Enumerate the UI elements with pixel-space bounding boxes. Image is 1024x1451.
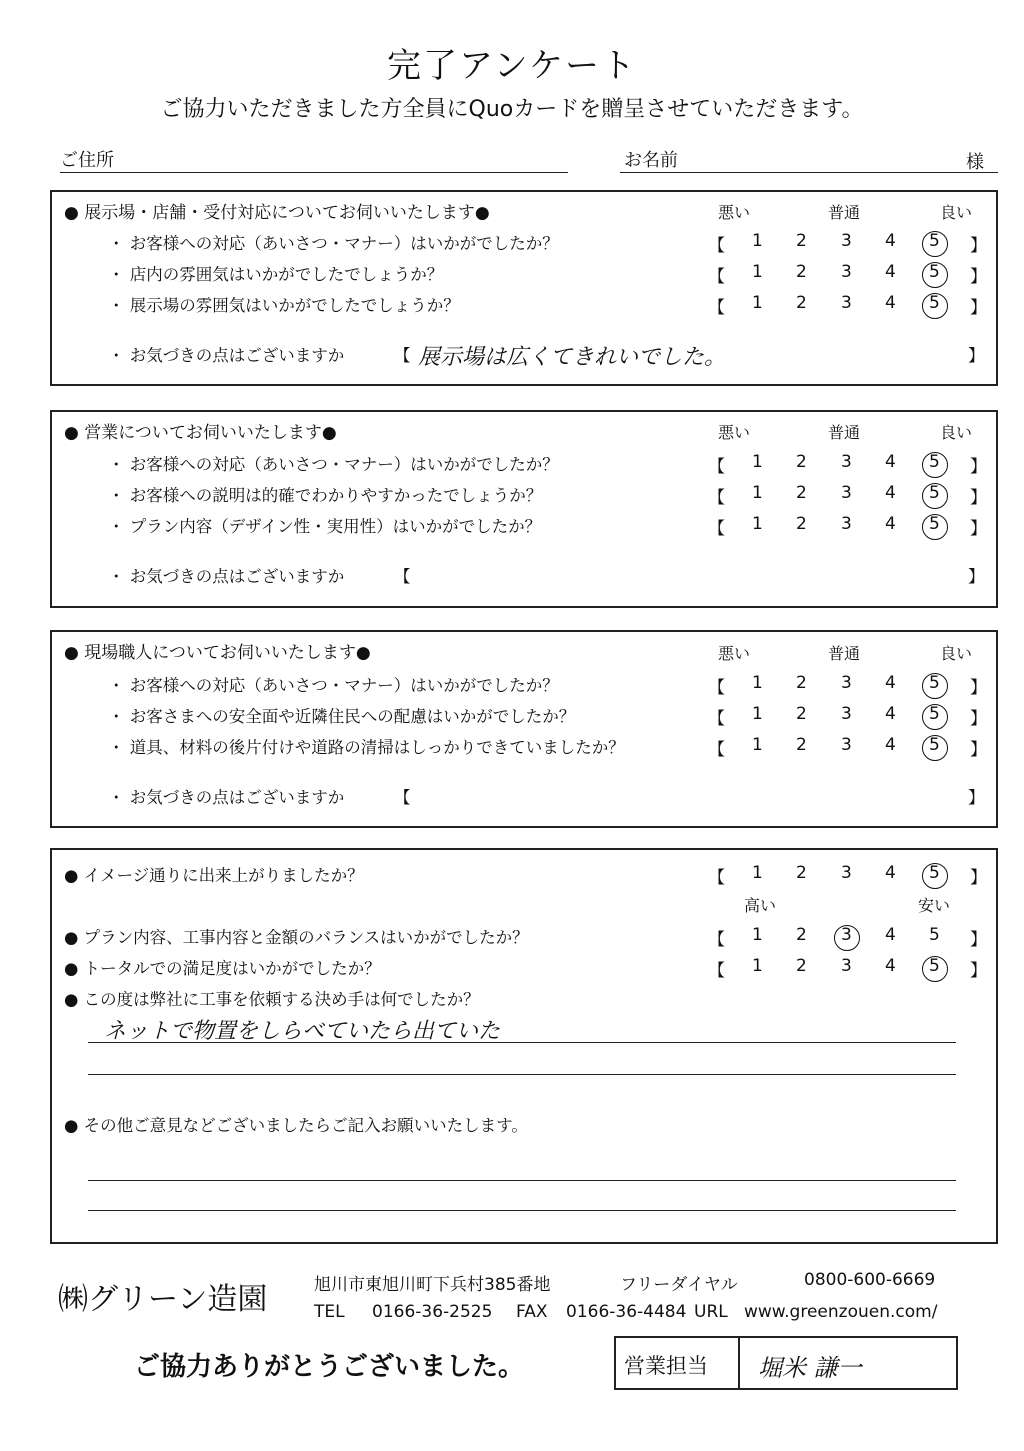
sales-q3: ・ プラン内容（デザイン性・実用性）はいかがでしたか？ — [108, 517, 542, 536]
selected-circle-mark — [922, 673, 948, 699]
rating-option-1[interactable]: 1 — [752, 293, 763, 313]
rating-option-2[interactable]: 2 — [796, 735, 807, 755]
selected-circle-mark — [922, 483, 948, 509]
showroom-comment-label: ・ お気づきの点はございますか — [108, 346, 345, 365]
rating-option-5[interactable]: 5 — [929, 956, 940, 976]
bracket-open: 【 — [708, 519, 725, 539]
staff-label: 営業担当 — [624, 1354, 708, 1378]
reason-line-1 — [88, 1042, 956, 1043]
selected-circle-mark — [922, 863, 948, 889]
rating-option-3[interactable]: 3 — [841, 483, 852, 503]
thanks-message: ご協力ありがとうございました。 — [134, 1352, 525, 1382]
craftsmen-q1: ・ お客様への対応（あいさつ・マナー）はいかがでしたか？ — [108, 676, 559, 695]
bracket-open: 【 — [708, 236, 725, 256]
address-label: ご住所 — [60, 150, 114, 171]
bracket-close: 】 — [970, 267, 987, 287]
showroom-q2: ・ 店内の雰囲気はいかがでしたでしょうか？ — [108, 265, 444, 284]
bracket-open: 【 — [708, 267, 725, 287]
rating-option-2[interactable]: 2 — [796, 483, 807, 503]
rating-option-4[interactable]: 4 — [885, 704, 896, 724]
bracket-open: 【 — [708, 457, 725, 477]
rating-option-4[interactable]: 4 — [885, 262, 896, 282]
scale-good: 良い — [940, 423, 973, 442]
bracket-close: 】 — [968, 346, 985, 365]
rating-option-3[interactable]: 3 — [841, 925, 852, 945]
rating-option-4[interactable]: 4 — [885, 452, 896, 472]
rating-option-4[interactable]: 4 — [885, 735, 896, 755]
rating-option-2[interactable]: 2 — [796, 704, 807, 724]
selected-circle-mark — [922, 452, 948, 478]
website-url[interactable]: www.greenzouen.com/ — [744, 1302, 938, 1322]
rating-option-1[interactable]: 1 — [752, 514, 763, 534]
rating-showroom-q3[interactable] — [708, 293, 987, 318]
scale-bad: 悪い — [718, 203, 751, 222]
rating-option-1[interactable]: 1 — [752, 735, 763, 755]
bracket-close: 】 — [968, 788, 985, 807]
rating-option-2[interactable]: 2 — [796, 673, 807, 693]
showroom-heading: ● 展示場・店舗・受付対応についてお伺いいたします● — [64, 203, 490, 223]
selected-circle-mark — [922, 262, 948, 288]
freedial-label: フリーダイヤル — [620, 1275, 738, 1295]
url-label: URL — [694, 1302, 728, 1322]
bracket-close: 】 — [968, 567, 985, 586]
rating-option-3[interactable]: 3 — [841, 735, 852, 755]
rating-option-4[interactable]: 4 — [885, 293, 896, 313]
scale-high: 高い — [744, 896, 777, 915]
rating-option-2[interactable]: 2 — [796, 863, 807, 883]
bracket-open: 【 — [708, 961, 725, 981]
rating-option-2[interactable]: 2 — [796, 231, 807, 251]
craftsmen-q2: ・ お客さまへの安全面や近隣住民への配慮はいかがでしたか？ — [108, 707, 576, 726]
rating-sales-q2[interactable] — [708, 483, 987, 508]
rating-option-1[interactable]: 1 — [752, 863, 763, 883]
rating-option-4[interactable]: 4 — [885, 483, 896, 503]
scale-cheap: 安い — [918, 896, 951, 915]
rating-option-2[interactable]: 2 — [796, 956, 807, 976]
scale-good: 良い — [940, 203, 973, 222]
bracket-close: 】 — [970, 740, 987, 760]
bracket-open: 【 — [394, 788, 411, 807]
reason-answer[interactable]: ネットで物置をしらべていたら出ていた — [104, 1019, 501, 1044]
rating-option-1[interactable]: 1 — [752, 704, 763, 724]
page-title: 完了アンケート — [387, 46, 637, 86]
rating-option-5[interactable]: 5 — [929, 863, 940, 883]
rating-option-4[interactable]: 4 — [885, 514, 896, 534]
fax-label: FAX — [516, 1302, 548, 1322]
selected-circle-mark — [922, 956, 948, 982]
rating-craftsmen-q1[interactable] — [708, 673, 987, 698]
rating-option-1[interactable]: 1 — [752, 231, 763, 251]
scale-bad: 悪い — [718, 423, 751, 442]
rating-option-3[interactable]: 3 — [841, 293, 852, 313]
bracket-close: 】 — [970, 519, 987, 539]
rating-option-5[interactable]: 5 — [929, 735, 940, 755]
rating-option-5[interactable]: 5 — [929, 231, 940, 251]
fax-number: 0166-36-4484 — [566, 1302, 687, 1322]
bracket-open: 【 — [708, 709, 725, 729]
rating-option-1[interactable]: 1 — [752, 925, 763, 945]
address-field[interactable] — [60, 172, 568, 173]
rating-option-4[interactable]: 4 — [885, 956, 896, 976]
rating-option-5[interactable]: 5 — [929, 704, 940, 724]
rating-option-1[interactable]: 1 — [752, 956, 763, 976]
bracket-close: 】 — [970, 298, 987, 318]
rating-option-1[interactable]: 1 — [752, 673, 763, 693]
rating-option-3[interactable]: 3 — [841, 262, 852, 282]
rating-option-4[interactable]: 4 — [885, 925, 896, 945]
staff-name[interactable]: 堀米 謙一 — [758, 1354, 862, 1382]
scale-normal: 普通 — [828, 203, 861, 222]
rating-option-3[interactable]: 3 — [841, 704, 852, 724]
rating-option-3[interactable]: 3 — [841, 673, 852, 693]
tel-label: TEL — [314, 1302, 345, 1322]
showroom-q1: ・ お客様への対応（あいさつ・マナー）はいかがでしたか？ — [108, 234, 559, 253]
bracket-close: 】 — [970, 457, 987, 477]
bracket-open: 【 — [394, 567, 411, 586]
rating-option-4[interactable]: 4 — [885, 863, 896, 883]
honorific-label: 様 — [966, 152, 984, 173]
overall-q-total: ● トータルでの満足度はいかがでしたか？ — [64, 959, 381, 978]
overall-q-reason: ● この度は弊社に工事を依頼する決め手は何でしたか？ — [64, 990, 480, 1009]
rating-option-5[interactable]: 5 — [929, 673, 940, 693]
bracket-open: 【 — [708, 298, 725, 318]
bracket-close: 】 — [970, 488, 987, 508]
selected-circle-mark — [922, 231, 948, 257]
rating-option-5[interactable]: 5 — [929, 483, 940, 503]
craftsmen-comment-label: ・ お気づきの点はございますか — [108, 788, 345, 807]
overall-section — [50, 848, 998, 1244]
rating-option-2[interactable]: 2 — [796, 262, 807, 282]
sales-q2: ・ お客様への説明は的確でわかりやすかったでしょうか？ — [108, 486, 543, 505]
bracket-close: 】 — [970, 930, 987, 950]
rating-option-5[interactable]: 5 — [929, 293, 940, 313]
scale-bad: 悪い — [718, 644, 751, 663]
reason-line-2 — [88, 1074, 956, 1075]
craftsmen-q3: ・ 道具、材料の後片付けや道路の清掃はしっかりできていましたか？ — [108, 738, 625, 757]
sales-heading: ● 営業についてお伺いいたします● — [64, 423, 337, 443]
bracket-open: 【 — [708, 488, 725, 508]
other-line-1 — [88, 1180, 956, 1181]
rating-showroom-q1[interactable] — [708, 231, 987, 256]
craftsmen-heading: ● 現場職人についてお伺いいたします● — [64, 643, 371, 663]
rating-option-3[interactable]: 3 — [841, 452, 852, 472]
rating-option-5[interactable]: 5 — [929, 925, 940, 945]
selected-circle-mark — [922, 704, 948, 730]
rating-option-2[interactable]: 2 — [796, 514, 807, 534]
rating-option-5[interactable]: 5 — [929, 452, 940, 472]
other-line-2 — [88, 1210, 956, 1211]
selected-circle-mark — [922, 735, 948, 761]
selected-circle-mark — [922, 293, 948, 319]
company-logo-text: ㈱グリーン造園 — [58, 1282, 268, 1317]
rating-option-1[interactable]: 1 — [752, 262, 763, 282]
staff-divider — [738, 1336, 740, 1390]
sales-q1: ・ お客様への対応（あいさつ・マナー）はいかがでしたか？ — [108, 455, 559, 474]
showroom-comment-value[interactable]: 展示場は広くてきれいでした。 — [418, 345, 727, 370]
rating-option-5[interactable]: 5 — [929, 514, 940, 534]
bracket-open: 【 — [708, 868, 725, 888]
rating-option-2[interactable]: 2 — [796, 925, 807, 945]
rating-craftsmen-q3[interactable] — [708, 735, 987, 760]
scale-normal: 普通 — [828, 644, 861, 663]
rating-overall-total[interactable] — [708, 956, 987, 981]
overall-q-balance: ● プラン内容、工事内容と金額のバランスはいかがでしたか？ — [64, 928, 529, 947]
rating-option-4[interactable]: 4 — [885, 673, 896, 693]
scale-good: 良い — [940, 644, 973, 663]
bracket-open: 【 — [708, 930, 725, 950]
bracket-open: 【 — [708, 678, 725, 698]
selected-circle-mark — [834, 925, 860, 951]
freedial-number: 0800-600-6669 — [804, 1270, 936, 1290]
bracket-close: 】 — [970, 868, 987, 888]
rating-option-1[interactable]: 1 — [752, 483, 763, 503]
rating-option-3[interactable]: 3 — [841, 863, 852, 883]
tel-number: 0166-36-2525 — [372, 1302, 493, 1322]
rating-showroom-q2[interactable] — [708, 262, 987, 287]
bracket-close: 】 — [970, 236, 987, 256]
company-address: 旭川市東旭川町下兵村385番地 — [314, 1275, 551, 1295]
rating-sales-q3[interactable] — [708, 514, 987, 539]
page-subtitle: ご協力いただきました方全員にQuoカードを贈呈させていただきます。 — [160, 97, 864, 122]
rating-overall-image[interactable] — [708, 863, 987, 888]
showroom-q3: ・ 展示場の雰囲気はいかがでしたでしょうか？ — [108, 296, 460, 315]
sales-comment-label: ・ お気づきの点はございますか — [108, 567, 345, 586]
bracket-close: 】 — [970, 709, 987, 729]
overall-q-other: ● その他ご意見などございましたらご記入お願いいたします。 — [64, 1116, 528, 1135]
rating-craftsmen-q2[interactable] — [708, 704, 987, 729]
rating-option-3[interactable]: 3 — [841, 514, 852, 534]
bracket-close: 】 — [970, 678, 987, 698]
selected-circle-mark — [922, 514, 948, 540]
bracket-close: 】 — [970, 961, 987, 981]
scale-normal: 普通 — [828, 423, 861, 442]
rating-option-5[interactable]: 5 — [929, 262, 940, 282]
name-label: お名前 — [624, 150, 678, 171]
rating-option-2[interactable]: 2 — [796, 452, 807, 472]
rating-overall-balance[interactable] — [708, 925, 987, 950]
rating-option-2[interactable]: 2 — [796, 293, 807, 313]
bracket-open: 【 — [394, 346, 411, 365]
name-field[interactable] — [620, 172, 998, 173]
rating-option-4[interactable]: 4 — [885, 231, 896, 251]
rating-option-1[interactable]: 1 — [752, 452, 763, 472]
overall-q-image: ● イメージ通りに出来上がりましたか？ — [64, 866, 364, 885]
rating-option-3[interactable]: 3 — [841, 231, 852, 251]
rating-sales-q1[interactable] — [708, 452, 987, 477]
bracket-open: 【 — [708, 740, 725, 760]
rating-option-3[interactable]: 3 — [841, 956, 852, 976]
